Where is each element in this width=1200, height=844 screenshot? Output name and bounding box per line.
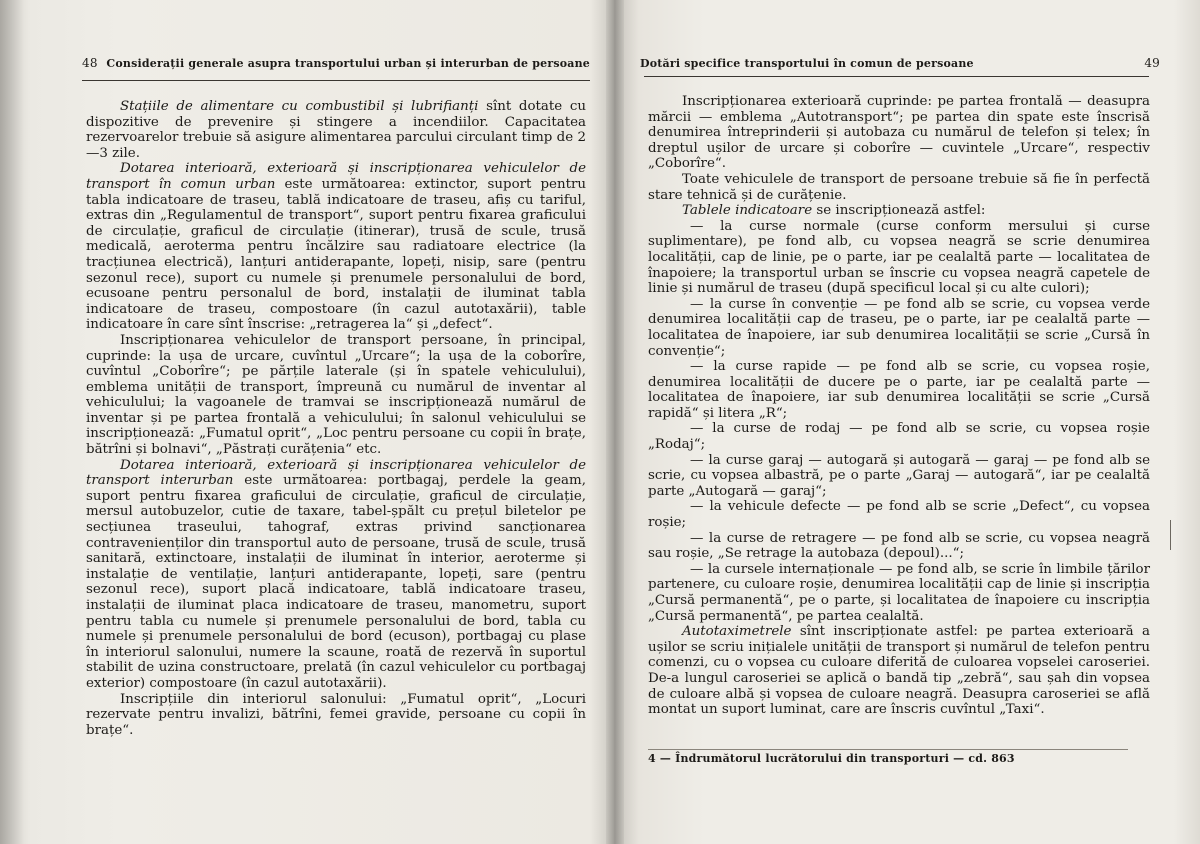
right-body-text: [648, 94, 1150, 718]
paragraph-text: — la curse în convenție — pe fond alb se scrie, cu vopsea verde denumirea localității cap de traseu, pe o parte, iar pe cealaltă parte — localitatea de înapoiere, iar sub denumirea localității se scrie „Cursă în convenție“;: [648, 296, 1150, 359]
paragraph: [86, 161, 586, 333]
paragraph-text: — la cursele internaționale — pe fond alb, se scrie în limbile țărilor partenere, cu culoare roșie, denumirea localității cap de linie și inscripția „Cursă permanentă“, pe o parte, și localitatea de înapoiere cu inscripția „Cursă permanentă“, pe partea cealaltă.: [648, 561, 1150, 624]
paragraph-text: este următoarea: extinctor, suport pentru tabla indicatoare de traseu, tablă indicatoare de traseu, afiș cu tariful, extras din „Regulamentul de transport“, suport pentru fixarea graficului de circulație, graficul de circulație (itinerar), trusă de scule, trusă medicală, aeroterma pentru încălzire sau radiatoare electrice (la tracțiunea electrică), lanțuri antiderapante, lopeți, nisip, sare (pentru sezonul rece), suport cu numele și prenumele personalului de bord, ecusoane pentru personalul de bord, instalații de iluminat tabla indicatoare de traseu, compostoare (în cazul autotaxării), table indicatoare în care sînt înscrise: „retragerea la“ și „defect“.: [86, 176, 586, 333]
right-page: [614, 0, 1200, 844]
paragraph: [648, 624, 1150, 718]
left-page-number: 48: [82, 56, 98, 70]
margin-pencil-mark: [1170, 520, 1183, 550]
paragraph-text: Inscripționarea exterioară cuprinde: pe partea frontală — deasupra mărcii — emblema „Autotransport“; pe partea din spate este înscrisă denumirea întreprinderii și autobaza cu numărul de telefon și telex; în dreptul ușilor de urcare și coborîre — cuvintele „Urcare“, respectiv „Coborîre“.: [648, 94, 1150, 172]
paragraph-lead-italic: Dotarea interioară, exterioară și inscripționarea vehiculelor de transport în comun urban: [86, 161, 586, 192]
paragraph: [86, 333, 586, 458]
paragraph-text: se inscripționează astfel:: [812, 203, 986, 219]
book-gutter: [606, 0, 624, 844]
paragraph-text: sînt dotate cu dispozitive de prevenire și stingere a incendiilor. Capacitatea rezervoarelor trebuie să asigure alimentarea parcului circulant timp de 2—3 zile.: [86, 99, 586, 161]
paragraph: [648, 531, 1150, 562]
paragraph: [648, 172, 1150, 203]
paragraph: [648, 359, 1150, 421]
paragraph: [648, 453, 1150, 500]
signature-footer: 4 — Îndrumătorul lucrătorului din transporturi — cd. 863: [648, 752, 1015, 765]
paragraph: [86, 99, 586, 161]
paragraph: [86, 692, 586, 739]
paragraph-text: este următoarea: portbagaj, perdele la geam, suport pentru fixarea graficului de circulație, graficul de circulație, mersul autobuzelor, cutie de taxare, tabel-șpălt cu prețul biletelor pe secțiunea traseului, tahograf, extras privind sancționarea contravenienților din transportul auto de persoane, trusă de scule, trusă sanitară, extinctoare, instalații de iluminat în interior, aeroterme și instalație de ventilație, lanțuri antiderapante, lopeți, sare (pentru sezonul rece), suport placă indicatoare, tablă indicatoare traseu, instalații de iluminat placa indicatoare de traseu, manometru, suport pentru tabla cu numele și prenumele personalului de bord, tabla cu numele și prenumele personalului de bord (ecuson), portbagaj cu plase în interiorul salonului, numere la scaune, roată de rezervă în suportul stabilit de uzina constructoare, prelată (în cazul vehiculelor cu portbagaj exterior) compostoare (în cazul autotaxării).: [86, 473, 586, 691]
left-running-head: Considerații generale asupra transportului urban și interurban de persoane: [106, 57, 590, 70]
header-rule: [644, 76, 1149, 77]
paragraph-text: Toate vehiculele de transport de persoane trebuie să fie în perfectă stare tehnică și de curățenie.: [648, 171, 1150, 203]
paragraph: [648, 203, 1150, 219]
paragraph: [648, 421, 1150, 452]
paragraph: [648, 219, 1150, 297]
paragraph: [86, 458, 586, 692]
right-page-number: 49: [1144, 56, 1160, 70]
paragraph: [648, 94, 1150, 172]
paragraph: [648, 562, 1150, 624]
header-rule: [82, 80, 590, 81]
paragraph-text: sînt inscripționate astfel: pe partea exterioară a ușilor se scriu inițialele unității de transport și numărul de telefon pentru comenzi, cu o vopsea cu culoare diferită de culoarea vopselei caroseriei. De-a lungul caroseriei se aplică o bandă tip „zebră“, sau șah din vopsea de culoare albă și vopsea de culoare neagră. Deasupra caroseriei se află montat un suport luminat, care are înscris cuvîntul „Taxi“.: [648, 624, 1150, 718]
paragraph-text: — la curse rapide — pe fond alb se scrie, cu vopsea roșie, denumirea localității de ducere pe o parte, iar pe cealaltă parte — localitatea de înapoiere, iar sub denumirea localității se scrie „Cursă rapidă“ și litera „R“;: [648, 359, 1150, 421]
paragraph-text: — la curse normale (curse conform mersului și curse suplimentare), pe fond alb, cu vopsea neagră se scrie denumirea localității, cap de linie, pe o parte, iar pe cealaltă parte — localitatea de înapoiere; la transportul urban se înscrie cu vopsea neagră capetele de linie și numărul de traseu (după specificul local și cu alte culori);: [648, 218, 1150, 297]
paragraph-lead-italic: Dotarea interioară, exterioară și inscripționarea vehiculelor de transport interurban: [86, 457, 586, 489]
right-running-head: Dotări specifice transportului în comun de persoane: [640, 57, 974, 70]
paragraph-text: — la vehicule defecte — pe fond alb se scrie „Defect“, cu vopsea roșie;: [648, 499, 1150, 531]
footer-rule: [648, 749, 1128, 750]
page-edge-shadow: [0, 0, 24, 844]
paragraph: [648, 297, 1150, 359]
paragraph-lead-italic: Stațiile de alimentare cu combustibil și lubrifianți: [120, 99, 479, 114]
paragraph-lead-italic: Tablele indicatoare: [682, 203, 813, 219]
paragraph-text: — la curse garaj — autogară și autogară — garaj — pe fond alb se scrie, cu vopsea albastră, pe o parte „Garaj — autogară“, iar pe cealaltă parte „Autogară — garaj“;: [648, 452, 1150, 499]
paragraph-text: — la curse de rodaj — pe fond alb se scrie, cu vopsea roșie „Rodaj“;: [648, 421, 1150, 453]
right-running-header: [640, 56, 1160, 70]
paragraph: [648, 499, 1150, 530]
left-body-text: [86, 99, 586, 738]
paragraph-lead-italic: Autotaximetrele: [682, 624, 792, 640]
paragraph-text: Inscripțiile din interiorul salonului: „Fumatul oprit“, „Locuri rezervate pentru invalizi, bătrîni, femei gravide, persoane cu copii în brațe“.: [86, 691, 586, 738]
paragraph-text: Inscripționarea vehiculelor de transport persoane, în principal, cuprinde: la ușa de urcare, cuvîntul „Urcare“; la ușa de la coborîre, cuvîntul „Coborîre“; pe părțile laterale (și în spatele vehiculului), emblema unității de transport, împreună cu numărul de inventar al vehiculului; la vagoanele de tramvai se inscripționează numărul de inventar și pe partea frontală a vehiculului; în salonul vehiculului se inscripționează: „Fumatul oprit“, „Loc pentru persoane cu copii în brațe, bătrîni și bolnavi“, „Păstrați curățenia“ etc.: [86, 332, 586, 458]
left-running-header: [82, 56, 590, 70]
paragraph-text: — la curse de retragere — pe fond alb se scrie, cu vopsea neagră sau roșie, „Se retrage la autobaza (depoul)...“;: [648, 530, 1150, 562]
